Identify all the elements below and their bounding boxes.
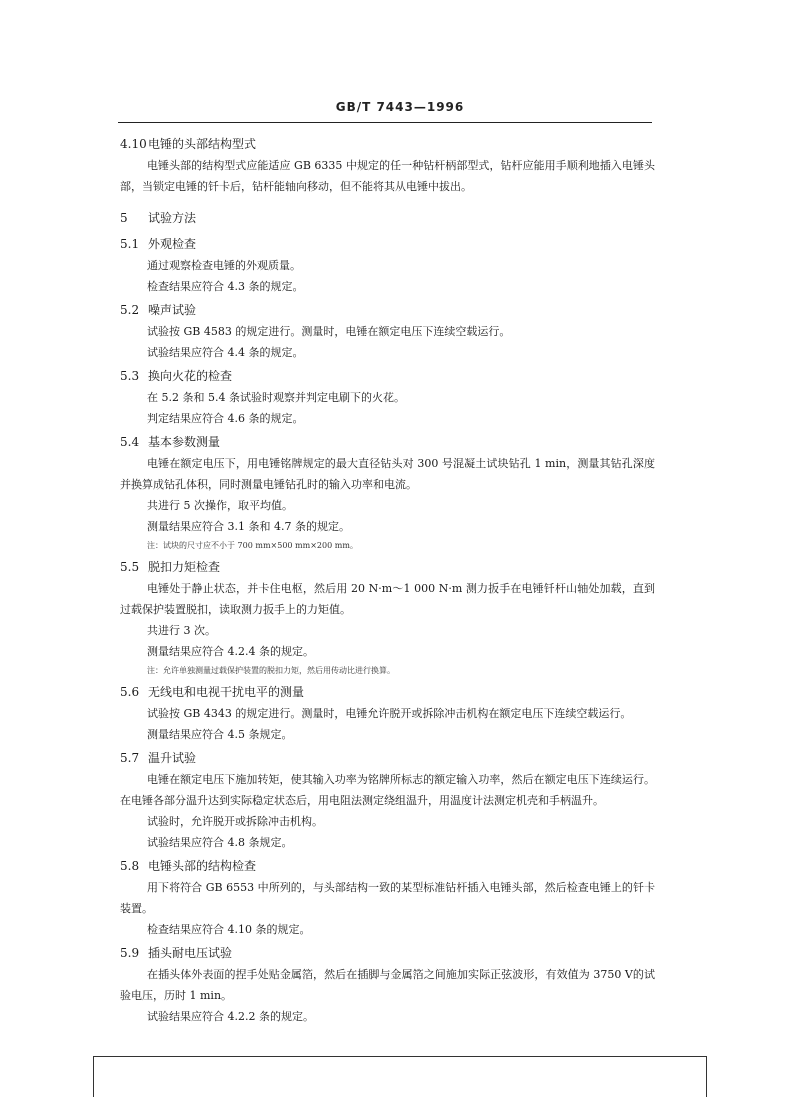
- paragraph: 电锤在额定电压下，用电锤铭牌规定的最大直径钻头对 300 号混凝土试块钻孔 1 min，测量其钻孔深度并换算成钻孔体积，同时测量电锤钻孔时的输入功率和电流。: [120, 457, 655, 491]
- clause-heading: [120, 431, 655, 453]
- clause-number: 5.4: [120, 435, 140, 449]
- paragraph: 检查结果应符合 4.10 条的规定。: [147, 923, 311, 936]
- section-heading: [120, 207, 655, 229]
- clause-heading: [120, 133, 655, 155]
- paragraph: 测量结果应符合 4.5 条规定。: [147, 728, 293, 741]
- clause-title: 无线电和电视干扰电平的测量: [148, 685, 305, 699]
- paragraph: 通过观察检查电锤的外观质量。: [147, 259, 301, 272]
- clause-heading: [120, 233, 655, 255]
- header-rule: [118, 122, 652, 123]
- paragraph: 试验结果应符合 4.2.2 条的规定。: [147, 1010, 314, 1023]
- clause-number: 5.8: [120, 859, 140, 873]
- clause-heading: [120, 855, 655, 877]
- paragraph: 共进行 3 次。: [147, 624, 216, 637]
- paragraph: 判定结果应符合 4.6 条的规定。: [147, 412, 304, 425]
- standard-header: GB/T 7443—1996: [335, 100, 465, 114]
- clause-number: 5.9: [120, 946, 140, 960]
- paragraph: 电锤处于静止状态，并卡住电枢，然后用 20 N·m～1 000 N·m 测力扳手在电锤钎杆山轴处加载，直到过载保护装置脱扣，读取测力扳手上的力矩值。: [120, 582, 655, 616]
- clause-title: 脱扣力矩检查: [148, 560, 221, 574]
- clause-title: 电锤的头部结构型式: [148, 137, 257, 151]
- note-text: 注：试块的尺寸应不小于 700 mm×500 mm×200 mm。: [147, 541, 358, 550]
- clause-number: 5.5: [120, 560, 140, 574]
- clause-title: 电锤头部的结构检查: [148, 859, 257, 873]
- clause-title: 外观检查: [148, 237, 197, 251]
- clause-number: 5.2: [120, 303, 140, 317]
- clause-heading: [120, 299, 655, 321]
- clause-heading: [120, 681, 655, 703]
- clause-title: 换向火花的检查: [148, 369, 233, 383]
- clause-number: 5.3: [120, 369, 140, 383]
- paragraph: 试验按 GB 4583 的规定进行。测量时，电锤在额定电压下连续空载运行。: [147, 325, 511, 338]
- clause-heading: [120, 556, 655, 578]
- paragraph: 试验按 GB 4343 的规定进行。测量时，电锤允许脱开或拆除冲击机构在额定电压下连续空载运行。: [147, 707, 632, 720]
- clause-number: 5: [120, 211, 128, 225]
- paragraph: 测量结果应符合 3.1 条和 4.7 条的规定。: [147, 520, 350, 533]
- clause-heading: [120, 747, 655, 769]
- clause-title: 噪声试验: [148, 303, 197, 317]
- paragraph: 电锤头部的结构型式应能适应 GB 6335 中规定的任一种钻杆柄部型式，钻杆应能用手顺利地插入电锤头部，当锁定电锤的钎卡后，钻杆能轴向移动，但不能将其从电锤中拔出。: [120, 159, 655, 193]
- clause-number: 5.7: [120, 751, 140, 765]
- paragraph: 测量结果应符合 4.2.4 条的规定。: [147, 645, 314, 658]
- paragraph: 用下将符合 GB 6553 中所列的，与头部结构一致的某型标准钻杆插入电锤头部，然后检查电锤上的钎卡装置。: [120, 881, 655, 915]
- clause-title: 基本参数测量: [148, 435, 221, 449]
- clause-heading: [120, 942, 655, 964]
- clause-heading: [120, 365, 655, 387]
- paragraph: 试验结果应符合 4.4 条的规定。: [147, 346, 304, 359]
- paragraph: 检查结果应符合 4.3 条的规定。: [147, 280, 304, 293]
- document-body: [120, 131, 655, 1027]
- clause-title: 试验方法: [148, 211, 197, 225]
- paragraph: 在 5.2 条和 5.4 条试验时观察并判定电刷下的火花。: [147, 391, 405, 404]
- clause-number: 5.6: [120, 685, 140, 699]
- note-text: 注：允许单独测量过载保护装置的脱扣力矩，然后用传动比进行换算。: [147, 666, 395, 675]
- paragraph: 共进行 5 次操作，取平均值。: [147, 499, 293, 512]
- paragraph: 试验结果应符合 4.8 条规定。: [147, 836, 293, 849]
- paragraph: 试验时，允许脱开或拆除冲击机构。: [147, 815, 323, 828]
- clause-title: 温升试验: [148, 751, 197, 765]
- clause-number: 4.10: [120, 137, 147, 151]
- paragraph: 电锤在额定电压下施加转矩，使其输入功率为铭牌所标志的额定输入功率，然后在额定电压下连续运行。在电锤各部分温升达到实际稳定状态后，用电阻法测定绕组温升，用温度计法测定机壳和手柄温升。: [120, 773, 655, 807]
- paragraph: 在插头体外表面的捏手处贴金属箔，然后在插脚与金属箔之间施加实际正弦波形，有效值为 3750 V的试验电压，历时 1 min。: [120, 968, 655, 1002]
- clause-number: 5.1: [120, 237, 140, 251]
- clause-title: 插头耐电压试验: [148, 946, 233, 960]
